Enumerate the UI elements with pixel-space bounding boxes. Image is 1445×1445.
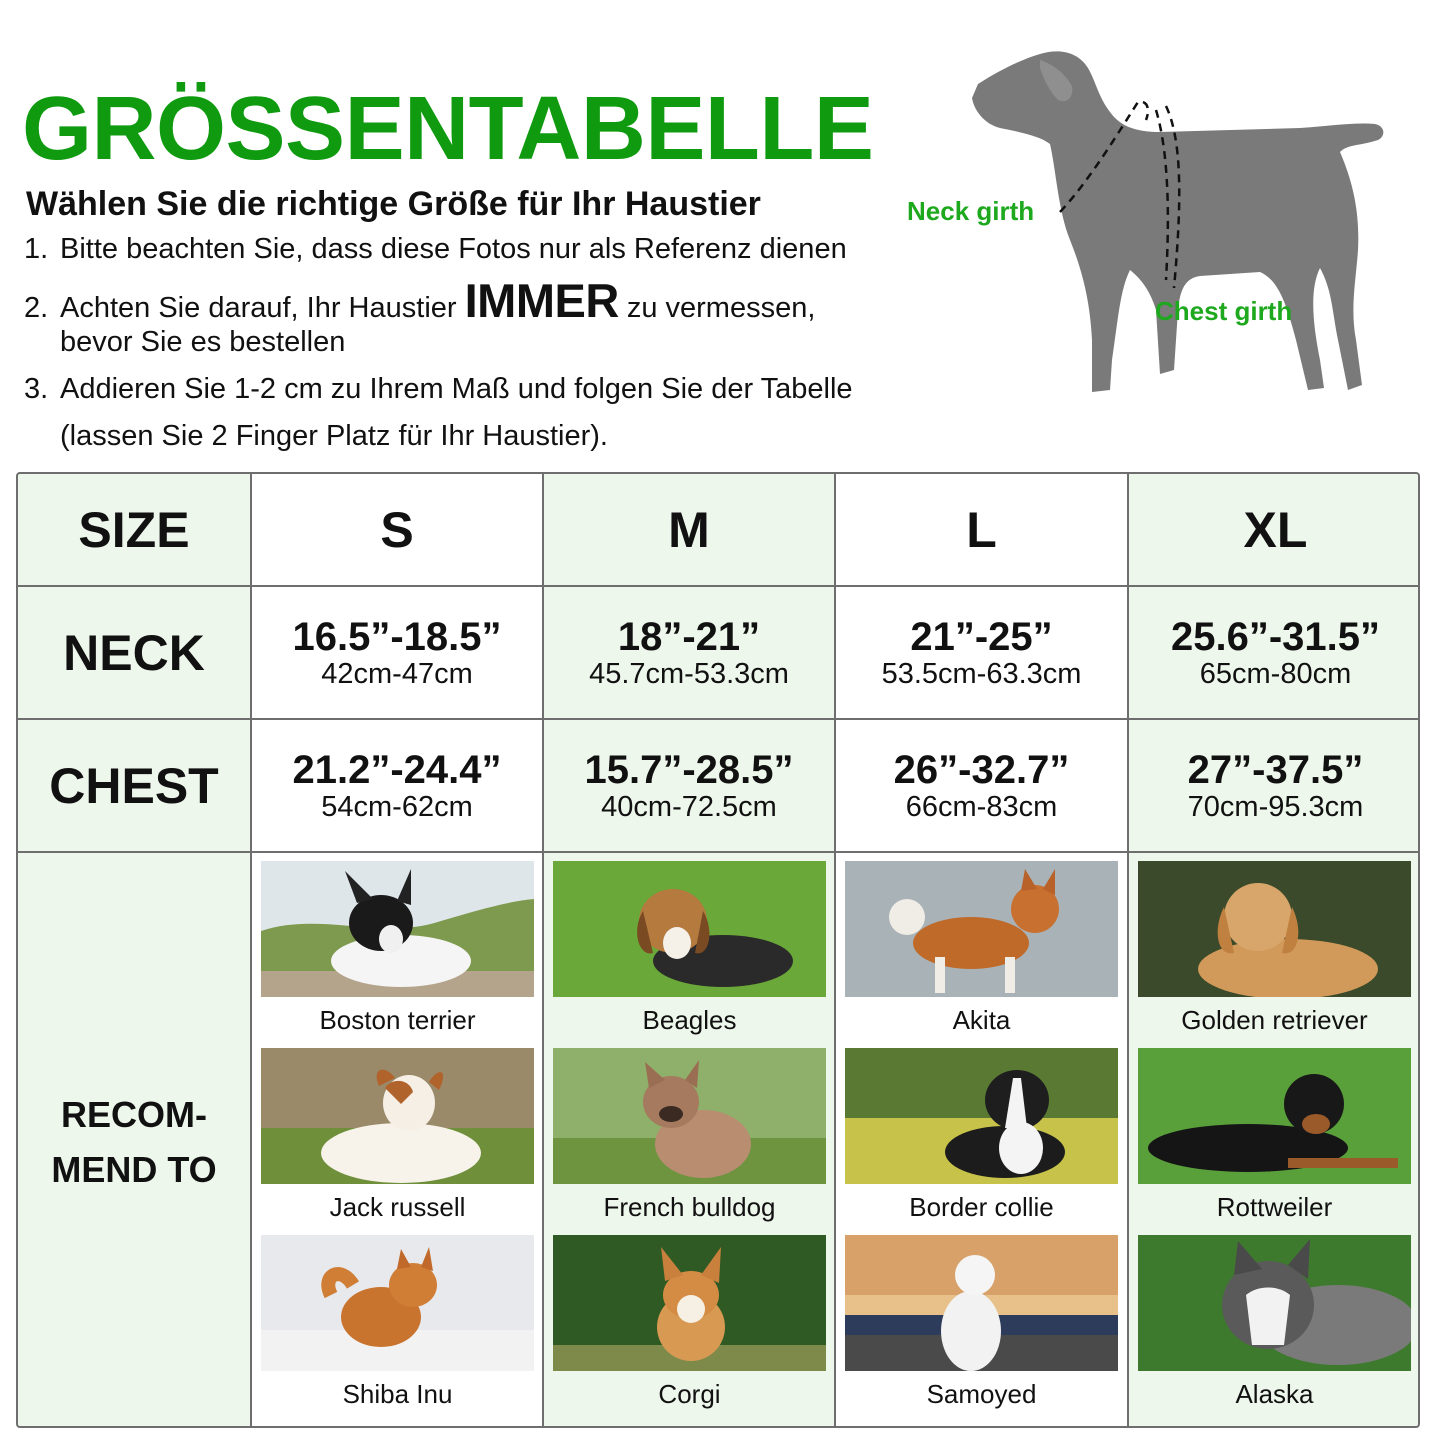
neck-s-cell xyxy=(252,587,544,720)
breed-card-corgi xyxy=(553,1235,826,1409)
breed-name: Samoyed xyxy=(926,1379,1037,1409)
chest-l-cm: 66cm-83cm xyxy=(905,790,1058,823)
size-xl-header: XL xyxy=(1129,474,1420,587)
breed-name: Corgi xyxy=(658,1379,721,1409)
corgi-photo xyxy=(553,1235,826,1371)
samoyed-photo xyxy=(845,1235,1118,1371)
size-s-header: S xyxy=(252,474,544,587)
size-m-header: M xyxy=(544,474,836,587)
akita-photo xyxy=(845,861,1118,997)
subtitle: Wählen Sie die richtige Größe für Ihr Haustier xyxy=(26,185,761,223)
neck-xl-cm: 65cm-80cm xyxy=(1199,657,1352,690)
border-collie-photo xyxy=(845,1048,1118,1184)
boston-terrier-photo xyxy=(261,861,534,997)
breed-name: Shiba Inu xyxy=(342,1379,453,1409)
instruction-2 xyxy=(24,274,816,359)
neck-l-cm: 53.5cm-63.3cm xyxy=(881,657,1082,690)
instruction-2-text-start: Achten Sie darauf, Ihr Haustier xyxy=(60,292,457,324)
chest-xl-cell xyxy=(1129,720,1420,853)
breed-name: Boston terrier xyxy=(319,1005,476,1035)
instruction-1-text: Bitte beachten Sie, dass diese Fotos nur als Referenz dienen xyxy=(60,233,847,265)
rottweiler-photo xyxy=(1138,1048,1411,1184)
neck-m-cm: 45.7cm-53.3cm xyxy=(589,657,789,690)
breed-card-golden-retriever xyxy=(1138,861,1411,1035)
breed-name: French bulldog xyxy=(603,1192,776,1222)
neck-s-inch: 16.5”-18.5” xyxy=(292,614,502,659)
breed-card-border-collie xyxy=(845,1048,1118,1222)
instruction-1-number: 1. xyxy=(24,233,49,265)
breed-name: Alaska xyxy=(1235,1379,1314,1409)
chest-m-cm: 40cm-72.5cm xyxy=(601,790,777,823)
shiba-inu-photo xyxy=(261,1235,534,1371)
recommend-label-line1: RECOM- xyxy=(61,1093,207,1135)
chest-girth-label: Chest girth xyxy=(1155,296,1293,326)
recommend-row-label xyxy=(18,853,252,1428)
chest-row-label: CHEST xyxy=(18,720,252,853)
chest-l-inch: 26”-32.7” xyxy=(893,747,1070,792)
chest-xl-cm: 70cm-95.3cm xyxy=(1187,790,1364,823)
size-chart-table xyxy=(16,472,1420,1428)
neck-xl-inch: 25.6”-31.5” xyxy=(1170,614,1381,659)
golden-retriever-photo xyxy=(1138,861,1411,997)
chest-s-cell xyxy=(252,720,544,853)
size-header-label: SIZE xyxy=(18,474,252,587)
breed-card-shiba-inu xyxy=(261,1235,534,1409)
breed-card-alaska xyxy=(1138,1235,1411,1409)
neck-row-label: NECK xyxy=(18,587,252,720)
size-l-header: L xyxy=(836,474,1129,587)
recommend-l-cell xyxy=(836,853,1129,1428)
alaskan-malamute-photo xyxy=(1138,1235,1411,1371)
chest-m-cell xyxy=(544,720,836,853)
chest-s-inch: 21.2”-24.4” xyxy=(292,747,502,792)
recommend-m-cell xyxy=(544,853,836,1428)
recommend-s-cell xyxy=(252,853,544,1428)
breed-card-jack-russell xyxy=(261,1048,534,1222)
chest-l-cell xyxy=(836,720,1129,853)
page-title: GRÖSSENTABELLE xyxy=(22,79,874,179)
recommend-xl-cell xyxy=(1129,853,1420,1428)
breed-name: Border collie xyxy=(909,1192,1054,1222)
breed-card-rottweiler xyxy=(1138,1048,1411,1222)
breed-name: Beagles xyxy=(642,1005,737,1035)
instruction-3 xyxy=(24,372,853,453)
instruction-3-number: 3. xyxy=(24,373,49,405)
breed-card-akita xyxy=(845,861,1118,1035)
instruction-1 xyxy=(24,232,847,266)
breed-card-beagles xyxy=(553,861,826,1035)
instruction-3-line2: (lassen Sie 2 Finger Platz für Ihr Haustier). xyxy=(60,420,608,452)
instruction-2-emphasis: IMMER xyxy=(464,274,619,327)
instruction-2-number: 2. xyxy=(24,292,49,324)
neck-s-cm: 42cm-47cm xyxy=(321,657,473,690)
breed-card-french-bulldog xyxy=(553,1048,826,1222)
breed-name: Rottweiler xyxy=(1216,1192,1333,1222)
instruction-3-text: Addieren Sie 1-2 cm zu Ihrem Maß und folgen Sie der Tabelle xyxy=(60,373,853,405)
recommend-label-line2: MEND TO xyxy=(51,1148,217,1190)
breed-card-boston-terrier xyxy=(261,861,534,1035)
chest-m-inch: 15.7”-28.5” xyxy=(584,747,794,792)
chest-xl-inch: 27”-37.5” xyxy=(1187,747,1364,792)
breed-card-samoyed xyxy=(845,1235,1118,1409)
jack-russell-photo xyxy=(261,1048,534,1184)
neck-l-cell xyxy=(836,587,1129,720)
neck-girth-label: Neck girth xyxy=(907,196,1035,226)
instruction-2-text-end: zu vermessen, xyxy=(626,292,816,324)
neck-l-inch: 21”-25” xyxy=(910,614,1053,659)
breed-name: Akita xyxy=(952,1005,1011,1035)
beagle-photo xyxy=(553,861,826,997)
neck-xl-cell xyxy=(1129,587,1420,720)
breed-name: Golden retriever xyxy=(1181,1005,1368,1035)
breed-name: Jack russell xyxy=(329,1192,466,1222)
chest-s-cm: 54cm-62cm xyxy=(321,790,473,823)
neck-m-cell xyxy=(544,587,836,720)
instruction-2-line2: bevor Sie es bestellen xyxy=(60,326,346,358)
neck-m-inch: 18”-21” xyxy=(617,614,761,659)
french-bulldog-photo xyxy=(553,1048,826,1184)
